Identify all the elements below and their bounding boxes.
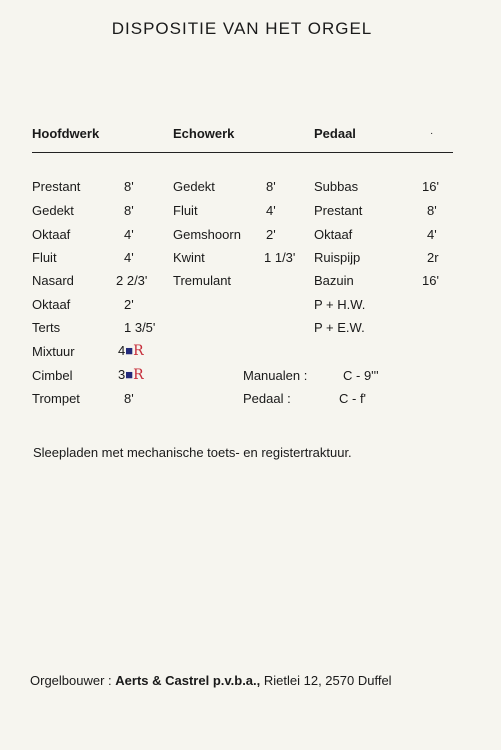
- hoofdwerk-stop-name: Nasard: [32, 273, 74, 288]
- hoofdwerk-stop-size-annotated: [118, 343, 144, 359]
- column-head-hoofdwerk: Hoofdwerk: [32, 126, 100, 141]
- manualen-label: Manualen :: [243, 368, 308, 383]
- hoofdwerk-stop-name: Prestant: [32, 179, 81, 194]
- pedaal-stop-name: Bazuin: [314, 273, 354, 288]
- ink-blot-mark: ■: [125, 343, 134, 358]
- hoofdwerk-stop-size: 8': [124, 179, 134, 194]
- builder-firm: Aerts & Castrel p.v.b.a.,: [115, 673, 261, 688]
- pedaal-coupler: P + E.W.: [314, 320, 365, 335]
- hoofdwerk-stop-name: Oktaaf: [32, 297, 71, 312]
- hoofdwerk-stop-name: Mixtuur: [32, 344, 75, 359]
- pedaal-stop-size: 16': [422, 179, 439, 194]
- echowerk-stop-size: 4': [266, 203, 276, 218]
- echowerk-stop-name: Tremulant: [173, 273, 232, 288]
- pedaal-stop-name: Ruispijp: [314, 250, 361, 265]
- hoofdwerk-stop-size: 8': [124, 391, 134, 406]
- hoofdwerk-stop-size: 4': [124, 250, 134, 265]
- pedaal-stop-name: Prestant: [314, 203, 363, 218]
- echowerk-stop-name: Gemshoorn: [173, 227, 241, 242]
- pedaal-stop-size: 16': [422, 273, 439, 288]
- header-rule: [32, 152, 453, 153]
- hoofdwerk-stop-name: Fluit: [32, 250, 57, 265]
- stop-size-number: 4: [118, 343, 126, 358]
- pedaal-stop-name: Oktaaf: [314, 227, 353, 242]
- pedaal-compass-value: C - f': [339, 391, 367, 406]
- pedaal-stop-size: 2r: [427, 250, 439, 265]
- hoofdwerk-stop-size: 8': [124, 203, 134, 218]
- pedaal-stop-name: Subbas: [314, 179, 359, 194]
- action-note: Sleepladen met mechanische toets- en registertraktuur.: [33, 445, 352, 460]
- handwritten-mark: R: [133, 367, 144, 383]
- hoofdwerk-stop-name: Cimbel: [32, 368, 73, 383]
- hoofdwerk-stop-size: 4': [124, 227, 134, 242]
- handwritten-mark: R: [133, 343, 144, 359]
- pedaal-stop-size: 8': [427, 203, 437, 218]
- organ-builder-line: [30, 673, 392, 688]
- hoofdwerk-stop-size: 1 3/5': [124, 320, 156, 335]
- echowerk-stop-name: Gedekt: [173, 179, 215, 194]
- echowerk-stop-size: 8': [266, 179, 276, 194]
- hoofdwerk-stop-name: Trompet: [32, 391, 80, 406]
- pedaal-coupler: P + H.W.: [314, 297, 366, 312]
- echowerk-stop-name: Kwint: [173, 250, 205, 265]
- pedaal-compass-label: Pedaal :: [243, 391, 291, 406]
- hoofdwerk-stop-size: 2': [124, 297, 134, 312]
- manualen-value: C - 9''': [343, 368, 379, 383]
- hoofdwerk-stop-name: Oktaaf: [32, 227, 71, 242]
- ink-blot-mark: ■: [125, 367, 134, 382]
- echowerk-stop-size: 2': [266, 227, 276, 242]
- hoofdwerk-stop-size-annotated: [118, 367, 144, 383]
- echowerk-stop-size: 1 1/3': [264, 250, 296, 265]
- hoofdwerk-stop-name: Terts: [32, 320, 61, 335]
- echowerk-stop-name: Fluit: [173, 203, 198, 218]
- page-title: DISPOSITIE VAN HET ORGEL: [111, 19, 373, 38]
- hoofdwerk-stop-size: 2 2/3': [116, 273, 148, 288]
- builder-label: Orgelbouwer :: [30, 673, 112, 688]
- corner-mark: ·: [430, 128, 434, 139]
- column-head-echowerk: Echowerk: [173, 126, 235, 141]
- builder-address: Rietlei 12, 2570 Duffel: [263, 673, 392, 688]
- hoofdwerk-stop-name: Gedekt: [32, 203, 74, 218]
- stop-size-number: 3: [118, 367, 126, 382]
- column-head-pedaal: Pedaal: [314, 126, 356, 141]
- pedaal-stop-size: 4': [427, 227, 437, 242]
